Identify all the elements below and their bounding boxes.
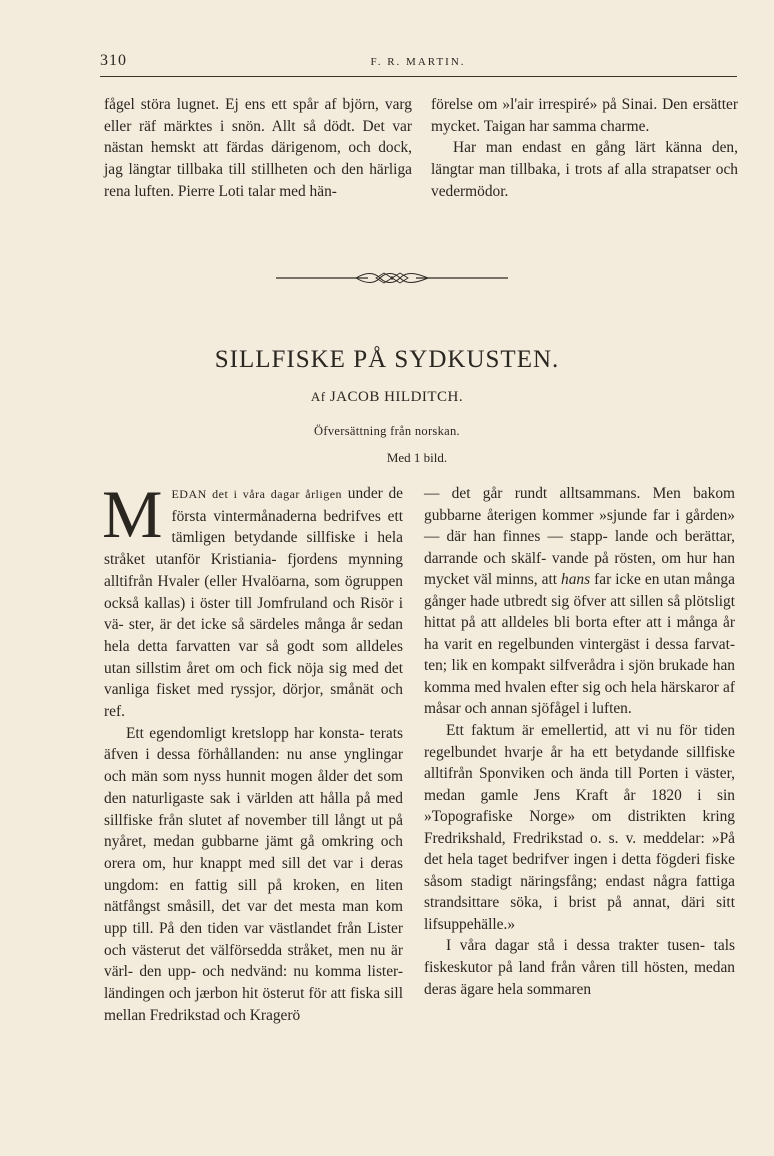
article-paragraph: — det går rundt alltsammans. Men bakom gubbarne återigen kommer »sjunde far i gården» — där han finnes — stapp- lande och berättar, darrande och skälf- vande på rösten, om hur han mycket väl minns, att hans far icke en utan många gånger hade utbredt sig öfver att sillen så plötsligt hittat på att alldeles bli borta efter att i många år ha varit en regelbunden vintergäst i dessa farvat- ten; lik en kompakt silfverådra i sjön brukade han komma med hvalen efter sig och hela härskaror af måsar och annan sjöfågel i luften. <box>424 485 735 718</box>
page-header <box>100 52 736 74</box>
article-paragraph: I våra dagar stå i dessa trakter tusen- tals fiskeskutor på land från våren till hösten, medan deras ägare hela sommaren <box>424 937 735 998</box>
illustration-note: Med 1 bild. <box>386 450 448 465</box>
article-right-column <box>424 483 735 1000</box>
article-title: SILLFISKE PÅ SYDKUSTEN. <box>214 346 560 373</box>
article-paragraph: M EDAN det i våra dagar årligen under de första vintermånaderna bedrifves ett tämligen betydande sillfiske i hela stråket utanför Kristiania- fjordens mynning alltifrån Hvaler (eller Hvalöarna, som ögruppen också kallas) i öster till Jomfruland och Risör i vä- ster, är det icke så särdeles många år sedan hela detta farvatten var så godt som alldeles utan sillstim året om och fick nöja sig med det vanliga fisket med ryssjor, dörjor, smånät och ref. <box>102 476 404 721</box>
article-byline <box>0 389 774 406</box>
header-rule <box>100 76 737 77</box>
ornament-divider <box>276 268 508 288</box>
previous-article-left-column <box>104 94 412 203</box>
drop-cap: M <box>102 476 163 552</box>
page-number: 310 <box>100 52 127 69</box>
author-name: JACOB HILDITCH. <box>329 389 464 405</box>
emphasis-text: hans <box>561 571 591 589</box>
article-paragraph: Ett egendomligt kretslopp har konsta- terats äfven i dessa förhållanden: nu anse ynglingar och män som nyss hunnit mogen ålder det som den naturligaste sak i världen att hålla på med sillfiske från slutet af november till långt ut på nyåret, medan gubbarne jämt gå omkring och orera om, hur knappt med sill det var i deras ungdom: en fattig sill på kroken, en liten nätfångst småsill, det var det mesta man kom upp till. På den tiden var västlandet från Lister och västerut det välförsedda stråket, men nu är värl- den upp- och nedvänd: nu komma lister- ländingen och jærbon hit österut för att fiska sill mellan Fredrikstad och Kragerö <box>104 724 403 1024</box>
byline-prefix: Af <box>310 389 326 404</box>
translation-note: Öfversättning från norskan. <box>314 424 460 438</box>
previous-article-paragraph: förelse om »l'air irrespiré» på Sinai. Den ersätter mycket. Taigan har samma charme. <box>431 96 738 135</box>
previous-article-right-column <box>431 94 738 203</box>
running-head: F. R. MARTIN. <box>370 56 466 68</box>
article-left-column <box>102 476 404 1027</box>
article-paragraph: Ett faktum är emellertid, att vi nu för tiden regelbundet hvarje år ha ett betydande sillfiske alltifrån Sponviken och ända till Porten i väster, medan gamle Jens Kraft år 1820 i sin »Topografiske Norge» om distrikten kring Fredrikshald, Fredrikstad o. s. v. meddelar: »På det hela taget bedrifver ingen i detta fögderi fiske såsom stadigt näringsfång; endast några fattiga strandsittare söka, i brist på annat, däri sitt lifsuppehälle.» <box>424 722 736 933</box>
previous-article-text: fågel störa lugnet. Ej ens ett spår af björn, varg eller räf märktes i snön. Allt så dödt. Det var nästan hemskt att färdas därigenom, och dock, jag längtar tillbaka till stillheten och den härliga rena luften. Pierre Loti talar med hän- <box>104 96 413 200</box>
previous-article-paragraph: Har man endast en gång lärt känna den, längtar man tillbaka, i trots af alla strapatser och vedermödor. <box>431 139 738 200</box>
